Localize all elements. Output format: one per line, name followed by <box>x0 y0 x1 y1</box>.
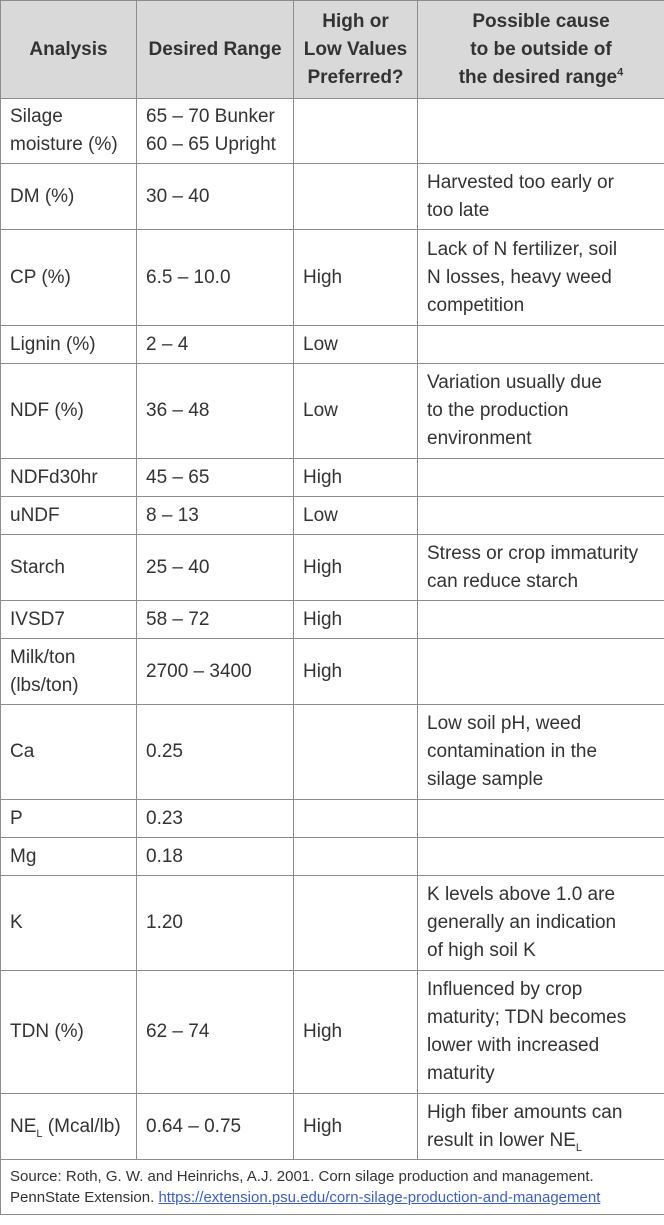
cell-range: 62 – 74 <box>137 971 294 1094</box>
cell-cause <box>418 1094 664 1160</box>
cell-analysis: Ca <box>1 705 137 800</box>
cell-analysis: CP (%) <box>1 230 137 326</box>
cell-cause <box>418 601 664 639</box>
header-preferred: High or Low Values Preferred? <box>294 1 418 99</box>
cell-cause <box>418 459 664 497</box>
table-row <box>1 1094 664 1160</box>
table-row <box>1 535 664 601</box>
nel-subscript: L <box>36 1127 43 1140</box>
cell-cause: Harvested too early or too late <box>418 164 664 230</box>
table-row <box>1 459 664 497</box>
cell-analysis: NDFd30hr <box>1 459 137 497</box>
cell-analysis: Starch <box>1 535 137 601</box>
cell-analysis: IVSD7 <box>1 601 137 639</box>
table-row <box>1 230 664 326</box>
cell-preferred <box>294 838 418 876</box>
cell-range: 58 – 72 <box>137 601 294 639</box>
table-row <box>1 164 664 230</box>
cell-range: 45 – 65 <box>137 459 294 497</box>
table-body <box>1 99 664 1215</box>
table-row <box>1 971 664 1094</box>
cell-preferred: High <box>294 971 418 1094</box>
cell-preferred: High <box>294 230 418 326</box>
cell-preferred: High <box>294 601 418 639</box>
cell-range: 25 – 40 <box>137 535 294 601</box>
cell-cause <box>418 800 664 838</box>
cell-preferred: High <box>294 535 418 601</box>
header-possible-cause-text: Possible cause to be outside of the desired range <box>458 10 618 88</box>
cell-cause: Lack of N fertilizer, soil N losses, heavy weed competition <box>418 230 664 326</box>
cell-range: 2 – 4 <box>137 326 294 364</box>
nel-cause-subscript: L <box>575 1141 583 1154</box>
source-note <box>1 1160 664 1215</box>
cell-range: 8 – 13 <box>137 497 294 535</box>
nel-label: NE <box>10 1115 37 1137</box>
cell-analysis: Lignin (%) <box>1 326 137 364</box>
table-row <box>1 601 664 639</box>
cell-preferred: High <box>294 639 418 705</box>
table-row <box>1 364 664 459</box>
cell-analysis: Mg <box>1 838 137 876</box>
cell-preferred: Low <box>294 497 418 535</box>
cell-range: 6.5 – 10.0 <box>137 230 294 326</box>
source-link[interactable]: https://extension.psu.edu/corn-silage-production-and-management <box>158 1189 601 1206</box>
cell-cause <box>418 497 664 535</box>
cell-range: 0.23 <box>137 800 294 838</box>
cell-analysis: uNDF <box>1 497 137 535</box>
cell-cause <box>418 326 664 364</box>
cell-range: 0.18 <box>137 838 294 876</box>
source-row <box>1 1160 664 1215</box>
cell-analysis: DM (%) <box>1 164 137 230</box>
cell-range: 1.20 <box>137 876 294 971</box>
table-row <box>1 497 664 535</box>
header-desired-range: Desired Range <box>137 1 294 99</box>
cell-cause: Low soil pH, weed contamination in the silage sample <box>418 705 664 800</box>
table-row <box>1 99 664 164</box>
nel-unit: (Mcal/lb) <box>42 1115 121 1137</box>
header-possible-cause <box>418 1 664 99</box>
cell-cause: K levels above 1.0 are generally an indication of high soil K <box>418 876 664 971</box>
cell-analysis: Milk/ton (lbs/ton) <box>1 639 137 705</box>
cell-preferred <box>294 99 418 164</box>
table-row <box>1 639 664 705</box>
cell-range: 0.25 <box>137 705 294 800</box>
cell-preferred: Low <box>294 364 418 459</box>
cell-cause <box>418 838 664 876</box>
nel-cause-text: High fiber amounts can result in lower NE <box>427 1101 623 1151</box>
cell-preferred: High <box>294 1094 418 1160</box>
cell-analysis: NDF (%) <box>1 364 137 459</box>
cell-range: 2700 – 3400 <box>137 639 294 705</box>
cell-preferred: High <box>294 459 418 497</box>
cell-analysis <box>1 1094 137 1160</box>
table-row <box>1 326 664 364</box>
cell-analysis: TDN (%) <box>1 971 137 1094</box>
cell-preferred: Low <box>294 326 418 364</box>
cell-preferred <box>294 705 418 800</box>
cell-preferred <box>294 164 418 230</box>
cell-cause: Variation usually due to the production environment <box>418 364 664 459</box>
header-row <box>1 1 664 99</box>
cell-cause <box>418 99 664 164</box>
table-row <box>1 705 664 800</box>
cell-analysis: P <box>1 800 137 838</box>
source-citation: Source: Roth, G. W. and Heinrichs, A.J. 2001. Corn silage production and management. PennState Extension. <box>10 1168 594 1206</box>
cell-range: 0.64 – 0.75 <box>137 1094 294 1160</box>
cell-range: 36 – 48 <box>137 364 294 459</box>
cell-analysis: K <box>1 876 137 971</box>
header-analysis: Analysis <box>1 1 137 99</box>
header-footnote-marker: 4 <box>617 66 624 79</box>
cell-range: 65 – 70 Bunker 60 – 65 Upright <box>137 99 294 164</box>
cell-cause: Stress or crop immaturity can reduce starch <box>418 535 664 601</box>
cell-preferred <box>294 800 418 838</box>
cell-analysis: Silage moisture (%) <box>1 99 137 164</box>
table-row <box>1 838 664 876</box>
cell-cause <box>418 639 664 705</box>
table-row <box>1 800 664 838</box>
cell-cause: Influenced by crop maturity; TDN becomes lower with increased maturity <box>418 971 664 1094</box>
cell-preferred <box>294 876 418 971</box>
table-row <box>1 876 664 971</box>
cell-range: 30 – 40 <box>137 164 294 230</box>
